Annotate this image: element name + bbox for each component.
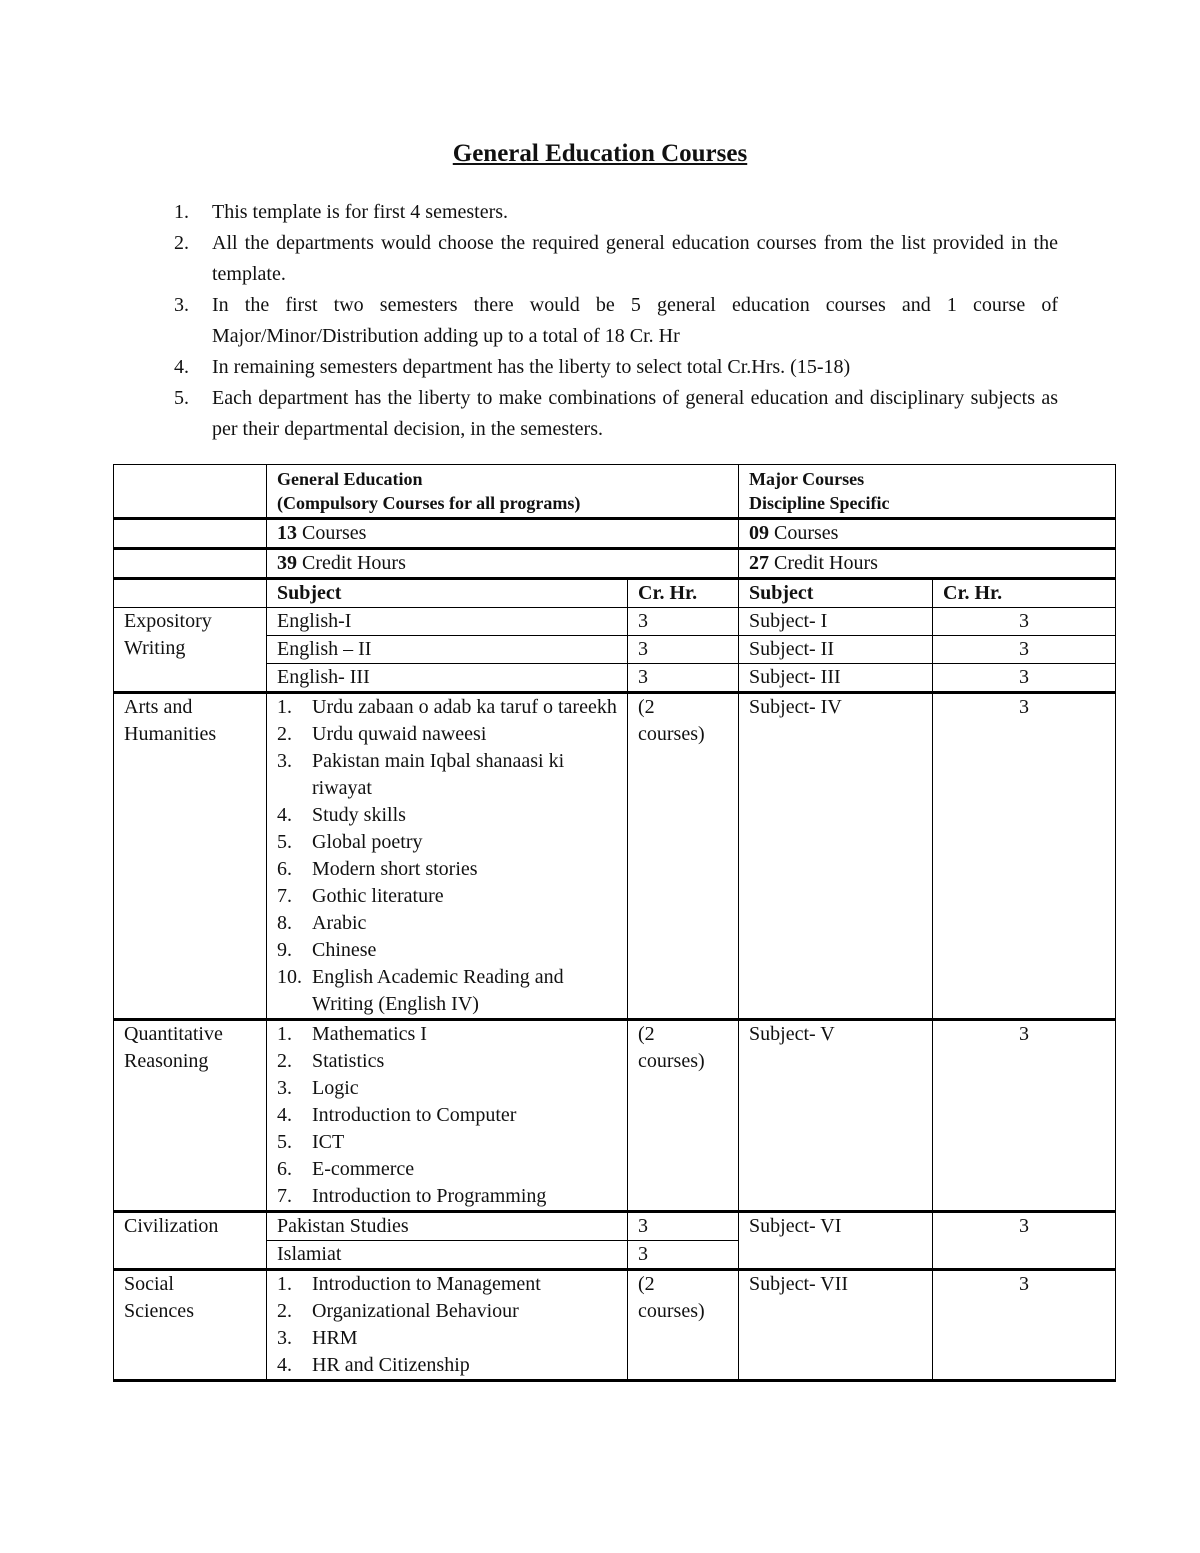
list-number: 3. (277, 1077, 292, 1099)
list-text: Pakistan main Iqbal shanaasi ki riwayat (312, 750, 565, 799)
list-number: 3. (277, 750, 292, 772)
cr-hr-column-header: Cr. Hr. (933, 579, 1116, 608)
table-row (114, 549, 1116, 579)
two-courses-label: courses) (638, 1300, 705, 1322)
list-item (174, 197, 1058, 228)
major-credit-hours-cell (739, 549, 1116, 579)
list-text: ICT (312, 1131, 345, 1153)
category-label: Humanities (124, 723, 217, 745)
category-civilization: Civilization (114, 1212, 267, 1270)
category-label: Expository (124, 610, 212, 632)
list-item (277, 1183, 627, 1210)
list-item (277, 1271, 627, 1298)
list-item (277, 694, 627, 721)
table-row (114, 1020, 1116, 1212)
list-item (277, 748, 627, 802)
page-title: General Education Courses (452, 140, 748, 167)
list-text: Introduction to Programming (312, 1185, 547, 1207)
list-text: All the departments would choose the required general education courses from the list provided in the template. (212, 232, 1058, 285)
column-header-row (114, 579, 1116, 608)
empty-cell (114, 465, 267, 519)
major-subject: Subject- I (739, 608, 933, 636)
two-courses-label: courses) (638, 1050, 705, 1072)
list-item (277, 1048, 627, 1075)
table-row (114, 1270, 1116, 1381)
list-text: Urdu quwaid naweesi (312, 723, 487, 745)
list-number: 4. (277, 804, 292, 826)
major-subject: Subject- IV (739, 693, 933, 1020)
list-text: Urdu zabaan o adab ka taruf o tareekh (312, 696, 617, 718)
list-number: 8. (277, 912, 292, 934)
list-number: 1. (277, 1023, 292, 1045)
list-item (277, 1129, 627, 1156)
list-number: 10. (277, 966, 302, 988)
list-item (277, 937, 627, 964)
major-courses-header (739, 465, 1116, 519)
list-item (277, 721, 627, 748)
gen-courses-count: 13 (277, 522, 297, 544)
list-item (277, 829, 627, 856)
list-item (277, 1102, 627, 1129)
list-number: 2. (277, 1300, 292, 1322)
gen-subject: English-I (267, 608, 628, 636)
gen-cr-hr: 3 (628, 1241, 739, 1270)
list-text: Study skills (312, 804, 406, 826)
general-education-subtitle: (Compulsory Courses for all programs) (277, 493, 581, 513)
major-courses-subtitle: Discipline Specific (749, 493, 890, 513)
table-row (114, 608, 1116, 636)
list-item (277, 1298, 627, 1325)
arts-course-list (277, 694, 627, 1018)
list-number: 4. (174, 356, 189, 378)
list-item (277, 802, 627, 829)
gen-subject-list (267, 693, 628, 1020)
category-label: Sciences (124, 1300, 194, 1322)
instructions-list (174, 197, 1058, 445)
list-number: 2. (277, 723, 292, 745)
general-education-header (267, 465, 739, 519)
list-item (277, 1156, 627, 1183)
table-row (114, 1212, 1116, 1241)
major-courses-title: Major Courses (749, 469, 865, 489)
list-item (174, 290, 1058, 352)
general-education-title: General Education (277, 469, 423, 489)
major-cr-hr: 3 (933, 693, 1116, 1020)
list-number: 1. (277, 696, 292, 718)
list-number: 3. (174, 294, 189, 316)
list-text: Organizational Behaviour (312, 1300, 519, 1322)
gen-subject-list (267, 1270, 628, 1381)
gen-credit-hours-cell (267, 549, 739, 579)
gen-subject: Pakistan Studies (267, 1212, 628, 1241)
two-courses-label: (2 (638, 1273, 655, 1295)
list-number: 5. (277, 1131, 292, 1153)
gen-subject: Islamiat (267, 1241, 628, 1270)
gen-subject: English- III (267, 664, 628, 693)
courses-label: Courses (774, 522, 839, 544)
list-item (277, 1325, 627, 1352)
gen-cr-hr: 3 (628, 608, 739, 636)
empty-cell (114, 579, 267, 608)
gen-cr-hr (628, 693, 739, 1020)
list-text: Chinese (312, 939, 377, 961)
list-text: HRM (312, 1327, 358, 1349)
list-item (174, 352, 1058, 383)
category-label: Arts and (124, 696, 193, 718)
major-cr-hr: 3 (933, 1212, 1116, 1270)
gen-cr-hr: 3 (628, 664, 739, 693)
list-number: 7. (277, 885, 292, 907)
two-courses-label: courses) (638, 723, 705, 745)
list-number: 3. (277, 1327, 292, 1349)
category-label: Quantitative (124, 1023, 223, 1045)
list-number: 4. (277, 1354, 292, 1376)
social-course-list (277, 1271, 627, 1379)
list-text: Introduction to Computer (312, 1104, 517, 1126)
list-item (174, 383, 1058, 445)
list-item (174, 228, 1058, 290)
subject-column-header: Subject (267, 579, 628, 608)
list-number: 5. (277, 831, 292, 853)
empty-cell (114, 519, 267, 549)
list-text: Statistics (312, 1050, 385, 1072)
list-text: In the first two semesters there would be 5 general education courses and 1 course of Major/Minor/Distribution adding up to a total of 18 Cr. Hr (212, 294, 1058, 347)
list-item (277, 910, 627, 937)
gen-cr-hr (628, 1270, 739, 1381)
list-text: In remaining semesters department has the liberty to select total Cr.Hrs. (15-18) (212, 356, 851, 378)
list-text: English Academic Reading and Writing (English IV) (312, 966, 564, 1015)
table-header-row (114, 465, 1116, 519)
courses-table (113, 464, 1116, 1382)
list-text: This template is for first 4 semesters. (212, 201, 509, 223)
table-row (114, 693, 1116, 1020)
major-cr-hr: 3 (933, 664, 1116, 693)
gen-cr-hr: 3 (628, 636, 739, 664)
two-courses-label: (2 (638, 1023, 655, 1045)
two-courses-label: (2 (638, 696, 655, 718)
major-subject: Subject- VII (739, 1270, 933, 1381)
empty-cell (114, 549, 267, 579)
gen-subject: English – II (267, 636, 628, 664)
credit-hours-label: Credit Hours (774, 552, 878, 574)
list-number: 9. (277, 939, 292, 961)
subject-column-header: Subject (739, 579, 933, 608)
list-item (277, 1075, 627, 1102)
major-cr-hr: 3 (933, 636, 1116, 664)
quant-course-list (277, 1021, 627, 1210)
category-expository-writing (114, 608, 267, 693)
list-item (277, 1352, 627, 1379)
list-text: Modern short stories (312, 858, 478, 880)
major-courses-count: 09 (749, 522, 770, 544)
gen-credit-count: 39 (277, 552, 297, 574)
category-quantitative-reasoning (114, 1020, 267, 1212)
list-number: 7. (277, 1185, 292, 1207)
major-subject: Subject- III (739, 664, 933, 693)
list-text: Logic (312, 1077, 359, 1099)
list-text: Mathematics I (312, 1023, 427, 1045)
list-number: 1. (174, 201, 189, 223)
list-text: Gothic literature (312, 885, 444, 907)
list-number: 1. (277, 1273, 292, 1295)
list-text: Global poetry (312, 831, 423, 853)
major-cr-hr: 3 (933, 608, 1116, 636)
list-number: 6. (277, 1158, 292, 1180)
gen-cr-hr (628, 1020, 739, 1212)
list-number: 5. (174, 387, 189, 409)
category-label: Reasoning (124, 1050, 209, 1072)
list-number: 2. (174, 232, 189, 254)
major-subject: Subject- VI (739, 1212, 933, 1270)
major-cr-hr: 3 (933, 1270, 1116, 1381)
category-label: Writing (124, 637, 186, 659)
list-text: Introduction to Management (312, 1273, 541, 1295)
category-label: Social (124, 1273, 174, 1295)
category-arts-humanities (114, 693, 267, 1020)
gen-cr-hr: 3 (628, 1212, 739, 1241)
list-text: E-commerce (312, 1158, 415, 1180)
credit-hours-label: Credit Hours (302, 552, 406, 574)
list-number: 4. (277, 1104, 292, 1126)
major-subject: Subject- II (739, 636, 933, 664)
list-number: 2. (277, 1050, 292, 1072)
list-item (277, 883, 627, 910)
list-number: 6. (277, 858, 292, 880)
major-credit-count: 27 (749, 552, 770, 574)
courses-label: Courses (302, 522, 367, 544)
major-cr-hr: 3 (933, 1020, 1116, 1212)
gen-courses-count-cell (267, 519, 739, 549)
cr-hr-column-header: Cr. Hr. (628, 579, 739, 608)
list-text: Each department has the liberty to make combinations of general education and disciplinary subjects as per their departmental decision, in the semesters. (212, 387, 1058, 440)
major-subject: Subject- V (739, 1020, 933, 1212)
list-item (277, 856, 627, 883)
major-courses-count-cell (739, 519, 1116, 549)
gen-subject-list (267, 1020, 628, 1212)
list-item (277, 964, 627, 1018)
list-text: Arabic (312, 912, 367, 934)
category-social-sciences (114, 1270, 267, 1381)
table-row (114, 519, 1116, 549)
list-text: HR and Citizenship (312, 1354, 470, 1376)
list-item (277, 1021, 627, 1048)
